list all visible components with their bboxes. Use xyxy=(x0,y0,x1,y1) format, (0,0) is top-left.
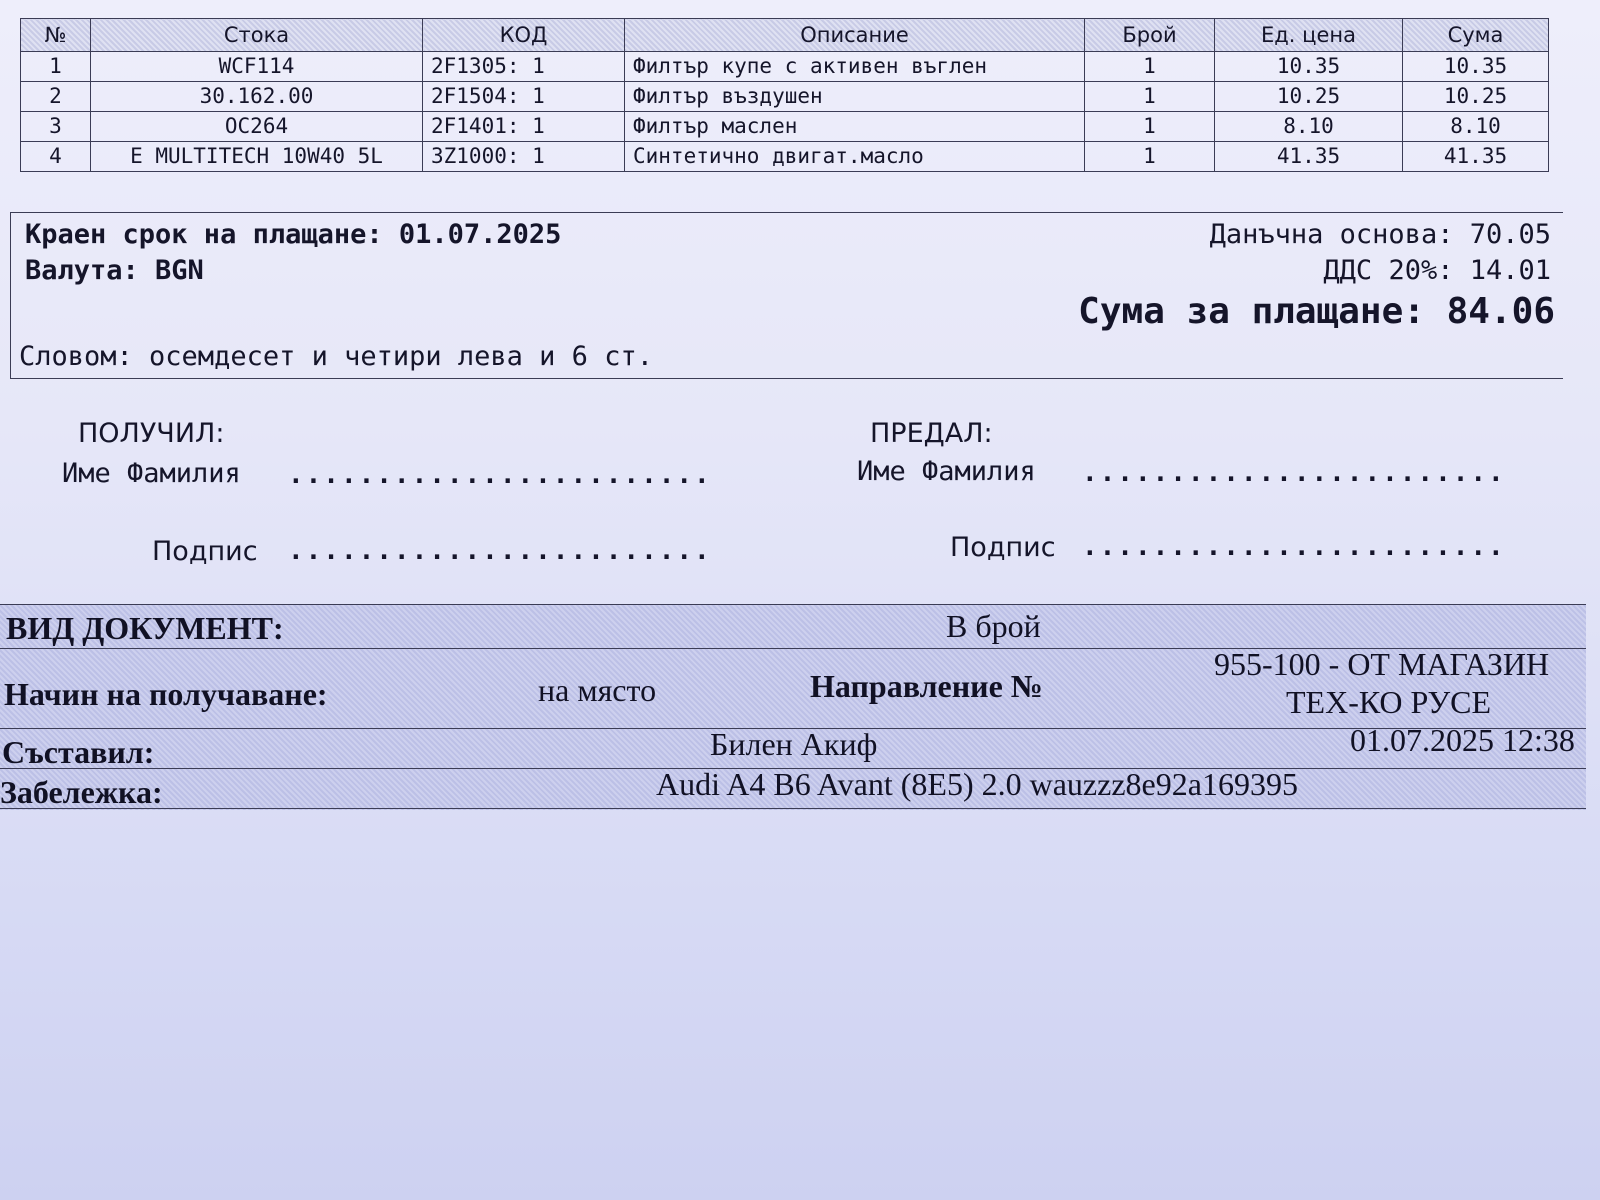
received-label: ПОЛУЧИЛ: xyxy=(78,418,225,449)
total-payable: Сума за плащане: 84.06 xyxy=(1078,291,1555,332)
cell-qty: 1 xyxy=(1085,112,1215,142)
cell-description: Филтър купе с активен въглен xyxy=(625,52,1085,82)
cell-code: 2F1401: 1 xyxy=(423,112,625,142)
table-row xyxy=(21,142,1549,172)
handed-signature-label: Подпис xyxy=(950,532,1056,563)
handed-signature-line: ........................ xyxy=(1082,532,1506,562)
compiled-label: Съставил: xyxy=(2,734,155,770)
cell-unit-price: 41.35 xyxy=(1215,142,1403,172)
cell-code: 2F1305: 1 xyxy=(423,52,625,82)
handed-label: ПРЕДАЛ: xyxy=(870,418,993,449)
header-description: Описание xyxy=(625,19,1085,52)
handed-name-label: Име Фамилия xyxy=(857,456,1036,487)
cell-item: E MULTITECH 10W40 5L xyxy=(91,142,423,172)
cell-item: WCF114 xyxy=(91,52,423,82)
document-info xyxy=(0,604,1586,810)
totals-box xyxy=(10,212,1563,379)
header-unit-price: Ед. цена xyxy=(1215,19,1403,52)
cell-description: Синтетично двигат.масло xyxy=(625,142,1085,172)
cell-qty: 1 xyxy=(1085,52,1215,82)
cell-sum: 41.35 xyxy=(1403,142,1549,172)
cell-qty: 1 xyxy=(1085,82,1215,112)
received-name-line: ........................ xyxy=(288,460,712,490)
header-sum: Сума xyxy=(1403,19,1549,52)
cell-item: 30.162.00 xyxy=(91,82,423,112)
vat-amount: ДДС 20%: 14.01 xyxy=(1323,255,1551,286)
header-code: КОД xyxy=(423,19,625,52)
header-no: № xyxy=(21,19,91,52)
doc-type-value: В брой xyxy=(946,608,1041,644)
due-date: Краен срок на плащане: 01.07.2025 xyxy=(25,219,562,250)
table-row xyxy=(21,112,1549,142)
compiled-value: Билен Акиф xyxy=(710,726,878,762)
cell-code: 3Z1000: 1 xyxy=(423,142,625,172)
table-header-row xyxy=(21,19,1549,52)
note-value: Audi A4 B6 Avant (8E5) 2.0 wauzzz8e92a169395 xyxy=(656,766,1298,802)
cell-no: 4 xyxy=(21,142,91,172)
received-signature-line: ........................ xyxy=(288,536,712,566)
cell-unit-price: 10.35 xyxy=(1215,52,1403,82)
cell-unit-price: 8.10 xyxy=(1215,112,1403,142)
items-table xyxy=(20,18,1549,172)
cell-code: 2F1504: 1 xyxy=(423,82,625,112)
header-qty: Брой xyxy=(1085,19,1215,52)
cell-sum: 10.35 xyxy=(1403,52,1549,82)
doc-type-label: ВИД ДОКУМЕНТ: xyxy=(6,610,284,646)
table-row xyxy=(21,82,1549,112)
cell-qty: 1 xyxy=(1085,142,1215,172)
direction-label: Направление № xyxy=(810,668,1043,704)
cell-item: OC264 xyxy=(91,112,423,142)
cell-description: Филтър маслен xyxy=(625,112,1085,142)
direction-value-line2: ТЕХ-КО РУСЕ xyxy=(1286,684,1492,720)
handed-name-line: ........................ xyxy=(1082,458,1506,488)
cell-description: Филтър въздушен xyxy=(625,82,1085,112)
amount-in-words: Словом: осемдесет и четири лева и 6 ст. xyxy=(19,341,653,372)
cell-sum: 8.10 xyxy=(1403,112,1549,142)
cell-no: 3 xyxy=(21,112,91,142)
cell-no: 1 xyxy=(21,52,91,82)
receive-method-value: на място xyxy=(538,672,657,708)
cell-no: 2 xyxy=(21,82,91,112)
table-row xyxy=(21,52,1549,82)
received-name-label: Име Фамилия xyxy=(62,458,241,489)
received-signature-label: Подпис xyxy=(152,536,258,567)
direction-value-line1: 955-100 - ОТ МАГАЗИН xyxy=(1214,646,1550,682)
cell-sum: 10.25 xyxy=(1403,82,1549,112)
receive-method-label: Начин на получаване: xyxy=(4,676,328,712)
cell-unit-price: 10.25 xyxy=(1215,82,1403,112)
currency: Валута: BGN xyxy=(25,255,204,286)
tax-base: Данъчна основа: 70.05 xyxy=(1209,219,1551,250)
header-item: Стока xyxy=(91,19,423,52)
note-label: Забележка: xyxy=(0,774,163,810)
compiled-datetime: 01.07.2025 12:38 xyxy=(1350,722,1575,758)
